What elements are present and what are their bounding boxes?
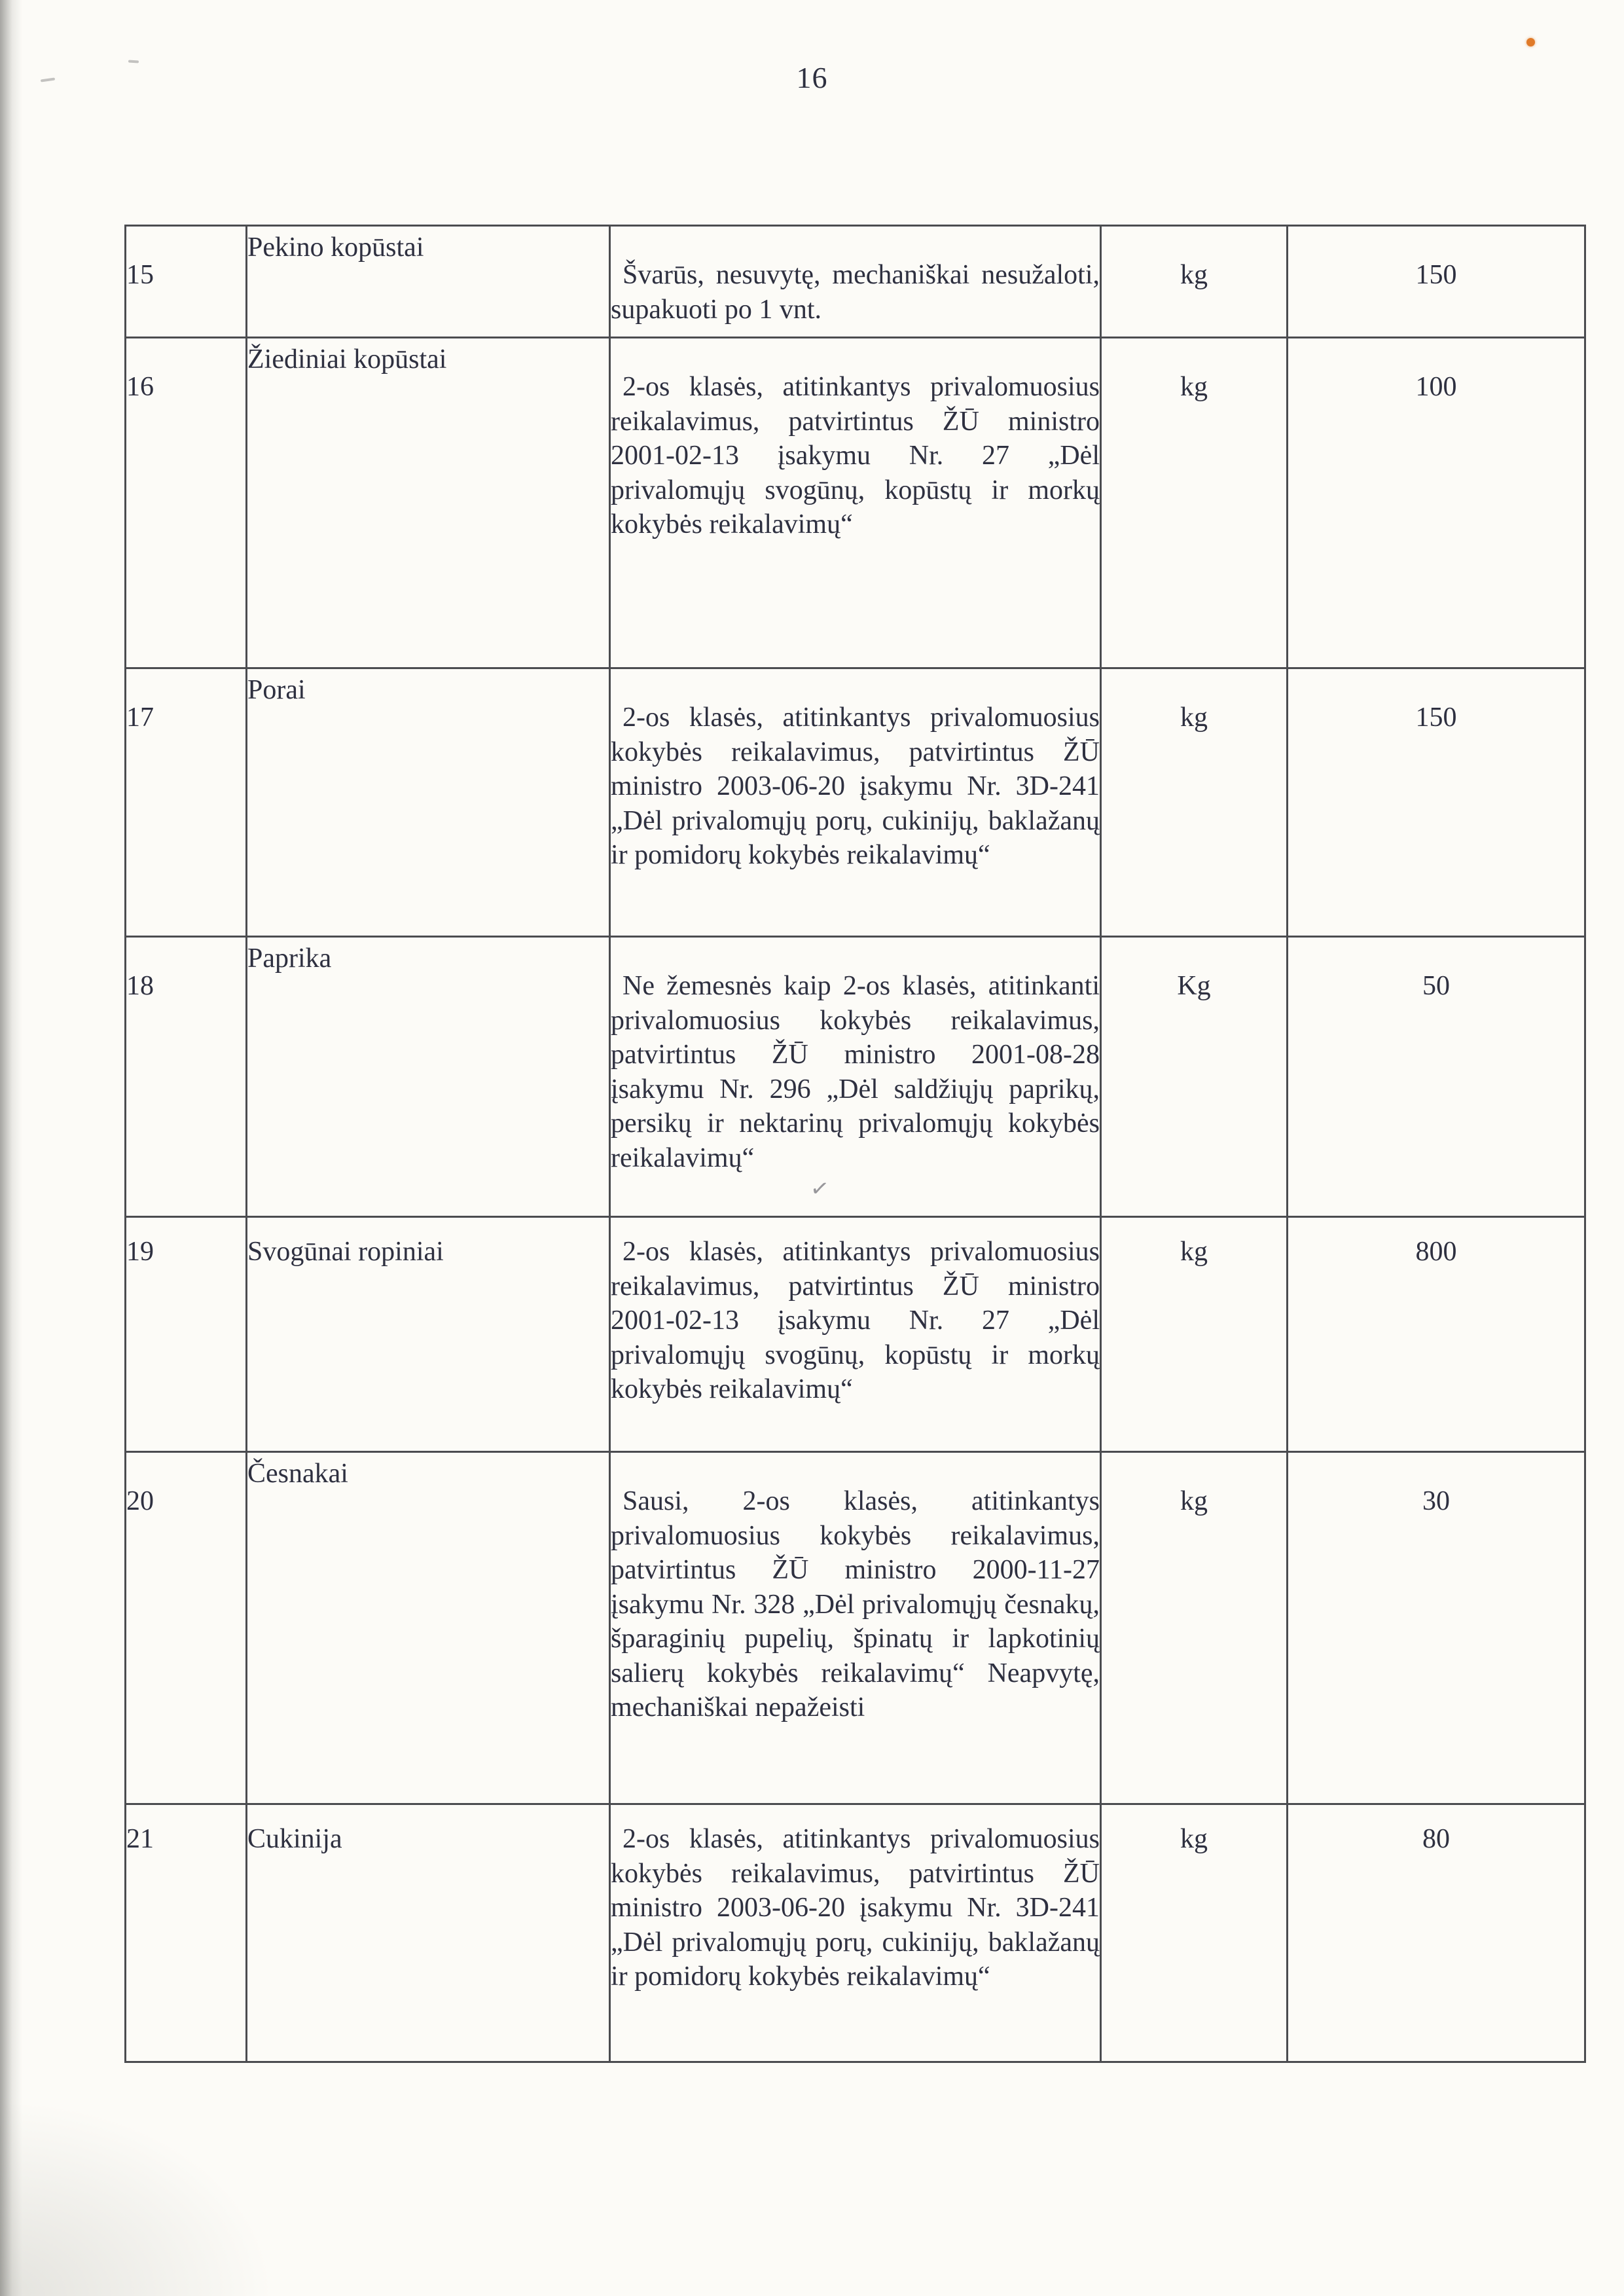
product-name: Žiediniai kopūstai: [247, 338, 610, 668]
table-row: [126, 1804, 1585, 2062]
unit-cell: kg: [1101, 338, 1288, 668]
unit-cell: kg: [1101, 1452, 1288, 1804]
scan-edge-shadow: [0, 0, 22, 2296]
product-description: 2-os klasės, atitinkantys privalomuosius kokybės reikalavimus, patvirtintus ŽŪ ministro 2003-06-20 įsakymu Nr. 3D-241 „Dėl privalomųjų porų, cukinijų, baklažanų ir pomidorų kokybės reikalavimų“: [610, 668, 1101, 937]
product-description: Ne žemesnės kaip 2-os klasės, atitinkanti privalomuosius kokybės reikalavimus, patvirtintus ŽŪ ministro 2001-08-28 įsakymu Nr. 296 „Dėl saldžiųjų paprikų, persikų ir nektarinų privalomųjų kokybės reikalavimų“: [610, 937, 1101, 1217]
row-number: 17: [126, 668, 247, 937]
product-name: Svogūnai ropiniai: [247, 1217, 610, 1452]
quantity-cell: 800: [1288, 1217, 1585, 1452]
product-description: Švarūs, nesuvytę, mechaniškai nesužaloti, supakuoti po 1 vnt.: [610, 226, 1101, 338]
quantity-cell: 100: [1288, 338, 1585, 668]
product-name: Paprika: [247, 937, 610, 1217]
quantity-cell: 30: [1288, 1452, 1585, 1804]
table-row: [126, 1217, 1585, 1452]
table-row: [126, 668, 1585, 937]
row-number: 16: [126, 338, 247, 668]
unit-cell: kg: [1101, 668, 1288, 937]
quantity-cell: 150: [1288, 226, 1585, 338]
unit-cell: kg: [1101, 1804, 1288, 2062]
table-row: [126, 226, 1585, 338]
product-name: Cukinija: [247, 1804, 610, 2062]
scan-corner-smudge: [0, 2100, 275, 2296]
quantity-cell: 80: [1288, 1804, 1585, 2062]
handwritten-check-mark: ✓: [808, 1176, 831, 1203]
row-number: 21: [126, 1804, 247, 2062]
row-number: 15: [126, 226, 247, 338]
unit-cell: Kg: [1101, 937, 1288, 1217]
quantity-cell: 50: [1288, 937, 1585, 1217]
product-name: Porai: [247, 668, 610, 937]
table-row: [126, 937, 1585, 1217]
quantity-cell: 150: [1288, 668, 1585, 937]
unit-cell: kg: [1101, 1217, 1288, 1452]
products-table: [124, 225, 1586, 2063]
row-number: 18: [126, 937, 247, 1217]
product-description: 2-os klasės, atitinkantys privalomuosius reikalavimus, patvirtintus ŽŪ ministro 2001-02-13 įsakymu Nr. 27 „Dėl privalomųjų svogūnų, kopūstų ir morkų kokybės reikalavimų“: [610, 1217, 1101, 1452]
row-number: 19: [126, 1217, 247, 1452]
product-name: Česnakai: [247, 1452, 610, 1804]
product-description: Sausi, 2-os klasės, atitinkantys privalomuosius kokybės reikalavimus, patvirtintus ŽŪ ministro 2000-11-27 įsakymu Nr. 328 „Dėl privalomųjų česnakų, šparaginių pupelių, špinatų ir lapkotinių salierų kokybės reikalavimų“ Neapvytę, mechaniškai nepažeisti: [610, 1452, 1101, 1804]
table-row: [126, 1452, 1585, 1804]
page-number: 16: [796, 61, 828, 94]
product-name: Pekino kopūstai: [247, 226, 610, 338]
unit-cell: kg: [1101, 226, 1288, 338]
product-description: 2-os klasės, atitinkantys privalomuosius reikalavimus, patvirtintus ŽŪ ministro 2001-02-13 įsakymu Nr. 27 „Dėl privalomųjų svogūnų, kopūstų ir morkų kokybės reikalavimų“: [610, 338, 1101, 668]
row-number: 20: [126, 1452, 247, 1804]
ink-dot: [1526, 38, 1535, 46]
product-description: 2-os klasės, atitinkantys privalomuosius kokybės reikalavimus, patvirtintus ŽŪ ministro 2003-06-20 įsakymu Nr. 3D-241 „Dėl privalomųjų porų, cukinijų, baklažanų ir pomidorų kokybės reikalavimų“: [610, 1804, 1101, 2062]
table-row: [126, 338, 1585, 668]
